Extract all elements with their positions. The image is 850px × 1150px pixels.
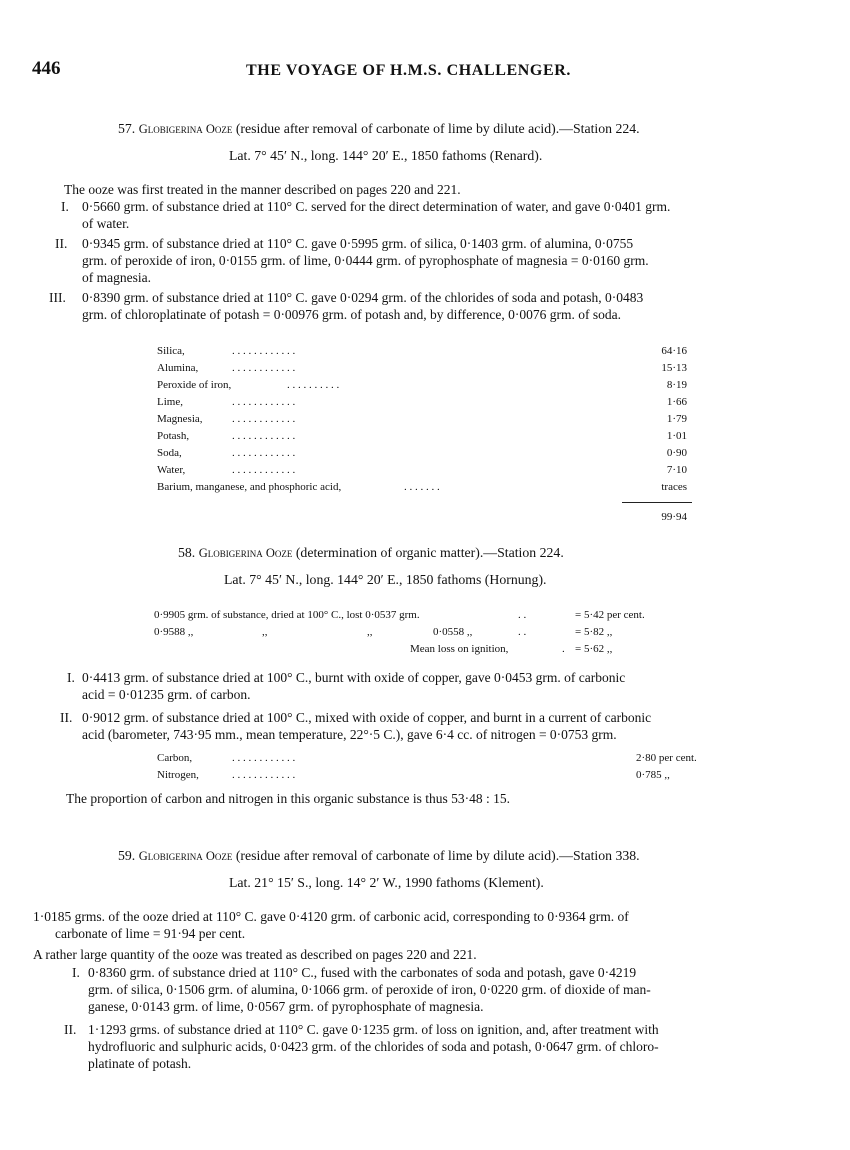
section-57-item-i-line2: of water. [82,216,130,231]
ignition-row-2-amount: 0·9588 ,, [154,626,194,638]
nitrogen-label: Nitrogen, [157,769,199,781]
section-57-item-ii-line2: grm. of peroxide of iron, 0·0155 grm. of lime, 0·0444 grm. of pyrophosphate of magnesia = 0·0160 grm. [82,253,649,268]
ignition-row-1-leader: . . [518,609,527,621]
table-row-value: 15·13 [661,362,687,374]
section-57-item-i-line1: 0·5660 grm. of substance dried at 110° C. served for the direct determination of water, and gave 0·0401 grm. [82,199,671,214]
table-row-value: 0·90 [666,447,687,459]
ignition-row-2-loss: 0·0558 ,, [433,626,473,638]
mean-loss-leader: . [562,643,565,655]
total-rule [622,502,692,503]
section-57-number: 57. [118,121,136,136]
section-59-para-1-line2: carbonate of lime = 91·94 per cent. [55,926,246,941]
table-row-leader: . . . . . . . [404,481,440,493]
table-row-label: Silica, [157,345,185,357]
section-57-item-iii-line2: grm. of chloroplatinate of potash = 0·00976 grm. of potash and, by difference, 0·0076 grm. of soda. [82,307,621,322]
section-59-number: 59. [118,848,136,863]
table-row-leader: . . . . . . . . . . . . [232,362,296,374]
mean-loss-value: = 5·62 ,, [575,643,613,655]
table-row-leader: . . . . . . . . . . . . [232,396,296,408]
nitrogen-leader: . . . . . . . . . . . . [232,769,296,781]
table-row-value: 64·16 [661,345,687,357]
table-row-leader: . . . . . . . . . . . . [232,430,296,442]
section-57-heading [118,121,640,137]
section-59-item-i-label: I. [72,965,80,980]
section-59-item-ii-line2: hydrofluoric and sulphuric acids, 0·0423 grm. of the chlorides of soda and potash, 0·0647 grm. of chloro- [88,1039,659,1054]
running-title: THE VOYAGE OF H.M.S. CHALLENGER. [246,62,572,79]
ignition-row-1-value: = 5·42 per cent. [575,609,645,621]
ditto-mark: ,, [262,626,268,638]
section-57-item-ii-line3: of magnesia. [82,270,151,285]
table-row-label: Peroxide of iron, [157,379,232,391]
table-row-value: 7·10 [666,464,687,476]
ignition-row-2-leader: . . [518,626,527,638]
table-row-leader: . . . . . . . . . . . . [232,447,296,459]
section-59-item-ii-line3: platinate of potash. [88,1056,192,1071]
section-57-item-ii-line1: 0·9345 grm. of substance dried at 110° C. gave 0·5995 grm. of silica, 0·1403 grm. of alumina, 0·0755 [82,236,634,251]
section-57-location: Lat. 7° 45′ N., long. 144° 20′ E., 1850 fathoms (Renard). [229,148,543,163]
section-59-item-ii-label: II. [64,1022,77,1037]
table-row-value: 1·01 [666,430,687,442]
page-number: 446 [32,58,61,79]
table-total: 99·94 [661,511,687,523]
section-59-item-i-line3: ganese, 0·0143 grm. of lime, 0·0567 grm. of pyrophosphate of magnesia. [88,999,484,1014]
carbon-leader: . . . . . . . . . . . . [232,752,296,764]
section-57-item-ii-label: II. [55,236,68,251]
section-59-item-i-line2: grm. of silica, 0·1506 grm. of alumina, 0·1066 grm. of peroxide of iron, 0·0220 grm. of dioxide of man- [88,982,651,997]
table-row-label: Soda, [157,447,182,459]
table-row-leader: . . . . . . . . . . . . [232,345,296,357]
table-row-label: Barium, manganese, and phosphoric acid, [157,481,342,493]
carbon-label: Carbon, [157,752,193,764]
section-58-item-i-label: I. [67,670,75,685]
section-58-item-ii-line1: 0·9012 grm. of substance dried at 100° C., mixed with oxide of copper, and burnt in a current of carbonic [82,710,652,725]
ditto-mark: ,, [367,626,373,638]
table-row-value: traces [661,481,687,493]
table-row-leader: . . . . . . . . . . . . [232,464,296,476]
table-row-label: Magnesia, [157,413,203,425]
ignition-row-2-value: = 5·82 ,, [575,626,613,638]
table-row-value: 1·66 [666,396,687,408]
section-59-para-2: A rather large quantity of the ooze was treated as described on pages 220 and 221. [33,947,477,962]
section-57-item-iii-line1: 0·8390 grm. of substance dried at 110° C. gave 0·0294 grm. of the chlorides of soda and potash, 0·0483 [82,290,644,305]
section-57-item-iii-label: III. [49,290,66,305]
carbon-value: 2·80 per cent. [636,752,697,764]
section-59-name: Globigerina Ooze [138,849,233,863]
section-57-name: Globigerina Ooze [138,122,233,136]
section-58-item-i-line2: acid = 0·01235 grm. of carbon. [82,687,251,702]
table-row-label: Lime, [157,396,183,408]
section-59-title: (residue after removal of carbonate of lime by dilute acid).—Station 338. [235,848,640,863]
table-row-label: Water, [157,464,186,476]
section-58-title: (determination of organic matter).—Station 224. [295,545,564,560]
section-59-item-ii-line1: 1·1293 grms. of substance dried at 110° C. gave 0·1235 grm. of loss on ignition, and, after treatment with [88,1022,659,1037]
section-57-item-i-label: I. [61,199,69,214]
section-58-location: Lat. 7° 45′ N., long. 144° 20′ E., 1850 fathoms (Hornung). [224,572,547,587]
section-59-location: Lat. 21° 15′ S., long. 14° 2′ W., 1990 fathoms (Klement). [229,875,544,890]
section-58-item-ii-label: II. [60,710,73,725]
table-row-leader: . . . . . . . . . . [287,379,340,391]
table-row-value: 1·79 [666,413,687,425]
section-59-heading [118,848,640,864]
section-58-name: Globigerina Ooze [198,546,293,560]
table-row-label: Potash, [157,430,190,442]
section-58-heading [178,545,564,561]
section-57-title: (residue after removal of carbonate of lime by dilute acid).—Station 224. [235,121,640,136]
section-58-item-ii-line2: acid (barometer, 743·95 mm., mean temperature, 22°·5 C.), gave 6·4 cc. of nitrogen = 0·0753 grm. [82,727,617,742]
section-59-para-1-line1: 1·0185 grms. of the ooze dried at 110° C. gave 0·4120 grm. of carbonic acid, corresponding to 0·9364 grm. of [33,909,629,924]
section-59-item-i-line1: 0·8360 grm. of substance dried at 110° C., fused with the carbonates of soda and potash, gave 0·4219 [88,965,637,980]
section-58-proportion: The proportion of carbon and nitrogen in this organic substance is thus 53·48 : 15. [66,791,511,806]
nitrogen-value: 0·785 ,, [636,769,670,781]
table-row-label: Alumina, [157,362,199,374]
ignition-row-1-text: 0·9905 grm. of substance, dried at 100° C., lost 0·0537 grm. [154,609,420,621]
table-row-leader: . . . . . . . . . . . . [232,413,296,425]
section-58-item-i-line1: 0·4413 grm. of substance dried at 100° C., burnt with oxide of copper, gave 0·0453 grm. of carbonic [82,670,626,685]
table-row-value: 8·19 [666,379,687,391]
section-58-number: 58. [178,545,196,560]
mean-loss-label: Mean loss on ignition, [410,643,509,655]
section-57-intro: The ooze was first treated in the manner described on pages 220 and 221. [64,182,461,197]
